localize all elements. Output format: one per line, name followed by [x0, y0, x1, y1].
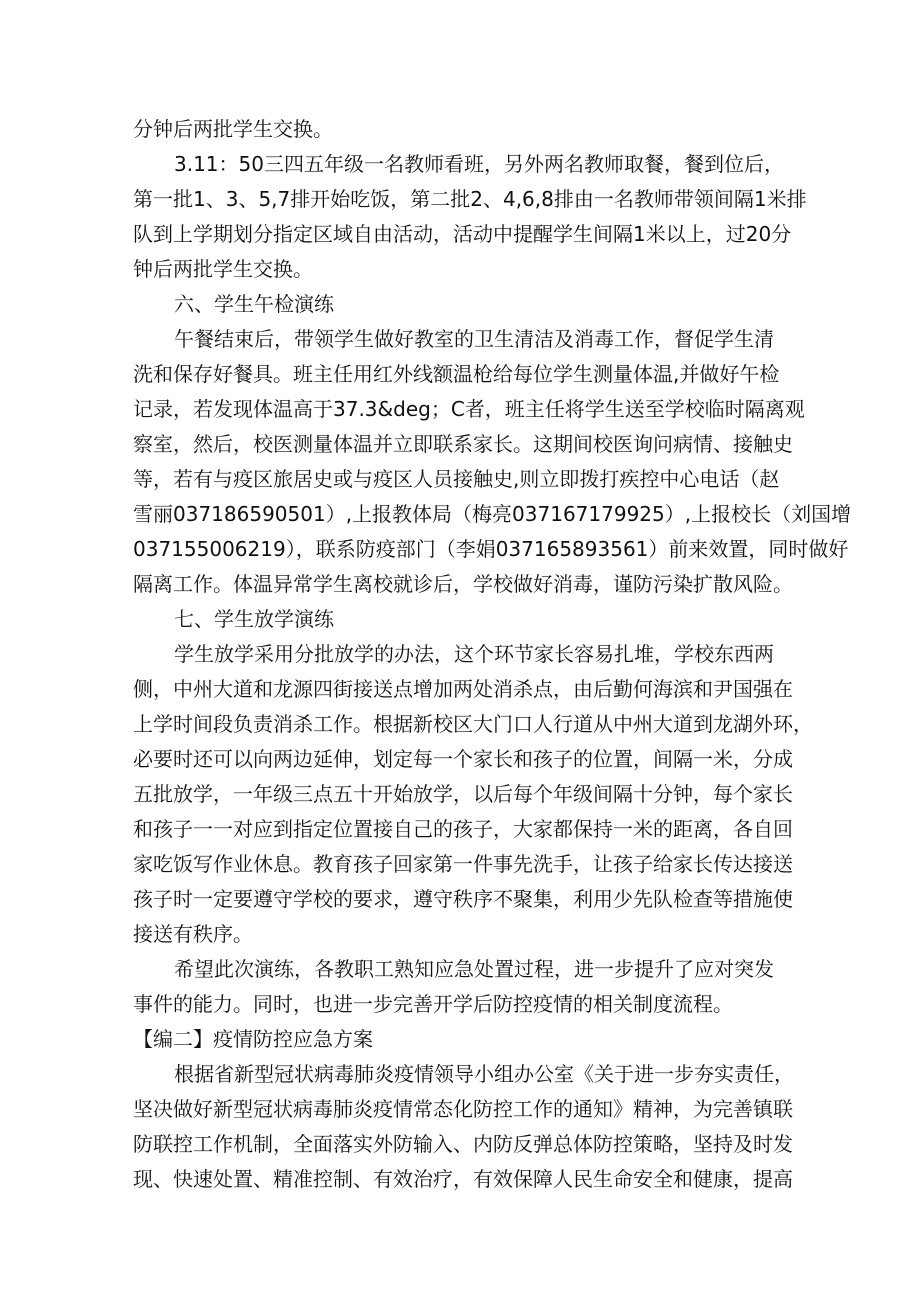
text-line: 学生放学采用分批放学的办法，这个环节家长容易扎堆，学校东西两 [174, 642, 774, 666]
section-heading: 六、学生午检演练 [174, 292, 334, 316]
text-line: 必要时还可以向两边延伸，划定每一个家长和孩子的位置，间隔一米，分成 [133, 747, 793, 771]
text-line: 第一批1、3、5,7排开始吃饭，第二批2、4,6,8排由一名教师带领间隔1米排 [133, 187, 807, 211]
text-line: 记录，若发现体温高于37.3&deg；C者，班主任将学生送至学校临时隔离观 [133, 397, 805, 421]
text-line: 坚决做好新型冠状病毒肺炎疫情常态化防控工作的通知》精神，为完善镇联 [133, 1097, 793, 1121]
text-line: 察室，然后，校医测量体温并立即联系家长。这期间校医询问病情、接触史 [133, 432, 793, 456]
text-line: 3.11：50三四五年级一名教师看班，另外两名教师取餐，餐到位后， [174, 152, 784, 176]
section-heading: 【编二】疫情防控应急方案 [133, 1027, 373, 1051]
text-line: 雪丽037186590501）,上报教体局（梅亮037167179925）,上报校长（刘国增 [133, 502, 852, 526]
text-line: 上学时间段负责消杀工作。根据新校区大门口人行道从中州大道到龙湖外环， [133, 712, 813, 736]
text-line: 接送有秩序。 [133, 922, 253, 946]
text-line: 事件的能力。同时，也进一步完善开学后防控疫情的相关制度流程。 [133, 992, 733, 1016]
text-line: 午餐结束后，带领学生做好教室的卫生清洁及消毒工作，督促学生清 [174, 327, 774, 351]
text-line: 洗和保存好餐具。班主任用红外线额温枪给每位学生测量体温,并做好午检 [133, 362, 780, 386]
text-line: 根据省新型冠状病毒肺炎疫情领导小组办公室《关于进一步夯实责任， [174, 1062, 794, 1086]
text-line: 希望此次演练，各教职工熟知应急处置过程，进一步提升了应对突发 [174, 957, 774, 981]
text-line: 孩子时一定要遵守学校的要求，遵守秩序不聚集，利用少先队检查等措施使 [133, 887, 793, 911]
text-line: 队到上学期划分指定区域自由活动，活动中提醒学生间隔1米以上，过20分 [133, 222, 792, 246]
text-line: 037155006219），联系防疫部门（李娟037165893561）前来效置，同时做好 [133, 537, 849, 561]
text-line: 防联控工作机制，全面落实外防输入、内防反弹总体防控策略，坚持及时发 [133, 1132, 793, 1156]
text-line: 和孩子一一对应到指定位置接自己的孩子，大家都保持一米的距离，各自回 [133, 817, 793, 841]
text-line: 家吃饭写作业休息。教育孩子回家第一件事先洗手，让孩子给家长传达接送 [133, 852, 793, 876]
text-line: 隔离工作。体温异常学生离校就诊后，学校做好消毒，谨防污染扩散风险。 [133, 572, 793, 596]
section-heading: 七、学生放学演练 [174, 607, 334, 631]
text-line: 等，若有与疫区旅居史或与疫区人员接触史,则立即拨打疾控中心电话（赵 [133, 467, 780, 491]
text-line: 侧，中州大道和龙源四街接送点增加两处消杀点，由后勤何海滨和尹国强在 [133, 677, 793, 701]
text-line: 钟后两批学生交换。 [133, 257, 313, 281]
text-line: 五批放学，一年级三点五十开始放学，以后每个年级间隔十分钟，每个家长 [133, 782, 793, 806]
text-line: 现、快速处置、精准控制、有效治疗，有效保障人民生命安全和健康，提高 [133, 1167, 793, 1191]
text-line: 分钟后两批学生交换。 [133, 117, 333, 141]
